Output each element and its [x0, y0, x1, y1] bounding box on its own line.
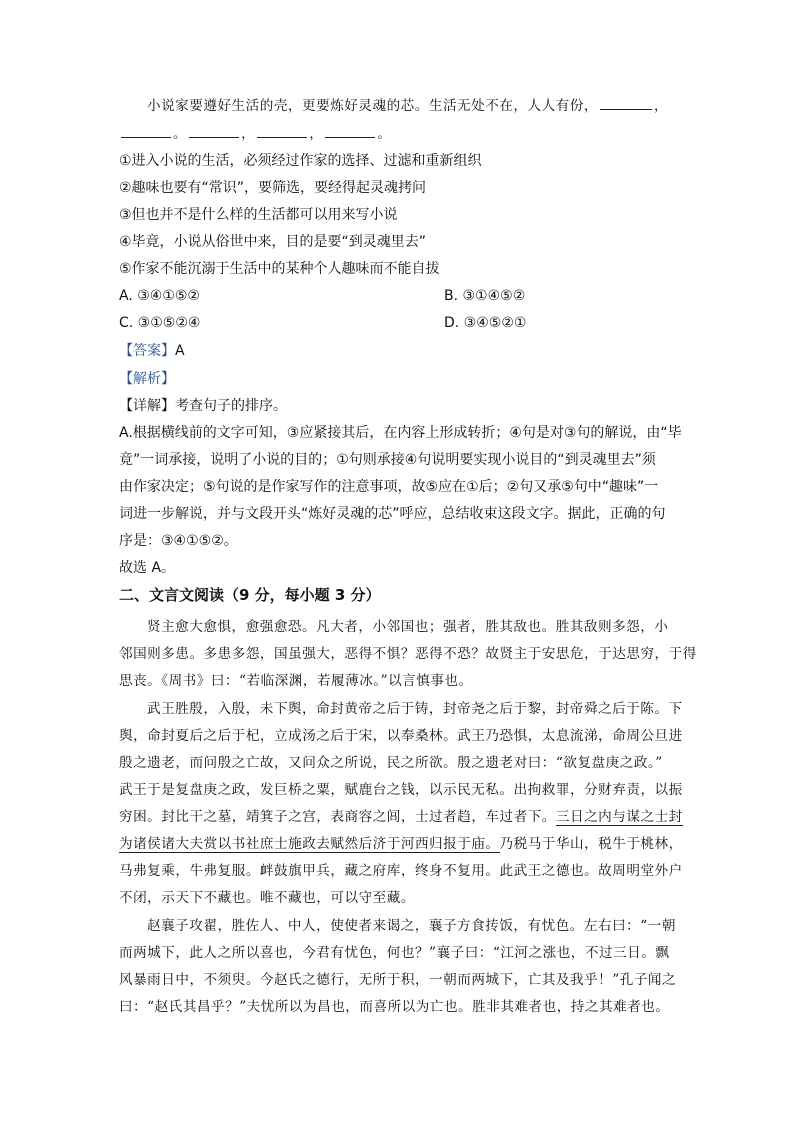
explain-line-1: A.根据横线前的文字可知，③应紧接其后，在内容上形成转折；④句是对③句的解说，由“毕 [119, 425, 682, 441]
sentence-5: ⑤作家不能沉溺于生活中的某种个人趣味而不能自拔 [119, 261, 440, 277]
answer-row [119, 341, 185, 361]
explain-line-4: 词进一步解说，并与文段开头“炼好灵魂的芯”呼应，总结收束这段文字。据此，正确的句 [119, 506, 666, 522]
passage-p2-line-8: 不闭，示天下不藏也。唯不藏也，可以守至藏。 [119, 890, 415, 906]
underlined-sentence-part-2: 为诸侯诸大夫赏以书社庶士施政去赋然后济于河西归报于庙。 [119, 836, 500, 852]
underlined-sentence-part-1: 三日之内与谋之士封 [555, 809, 683, 825]
answer-value: A [175, 343, 185, 359]
option-a[interactable]: A. ③④①⑤② [119, 288, 200, 304]
answer-blank-3[interactable] [189, 125, 239, 138]
answer-blank-2[interactable] [121, 125, 171, 138]
passage-p1-line-3: 思丧。《周书》曰：“若临深渊，若履薄冰。”以言慎事也。 [119, 673, 473, 689]
question-stem-line-2: 。 ， ， 。 [119, 124, 391, 144]
passage-p2-line-7: 马弗复乘，牛弗复服。衅鼓旗甲兵，藏之府库，终身不复用。此武王之德也。故周明堂外户 [119, 863, 683, 879]
sentence-1: ①进入小说的生活，必须经过作家的选择、过滤和重新组织 [119, 153, 482, 169]
sentence-4: ④毕竟，小说从俗世中来，目的是要“到灵魂里去” [119, 234, 427, 250]
passage-p2-line-2: 舆，命封夏后之后于杞，立成汤之后于宋，以奉桑林。武王乃恐惧，太息流涕，命周公旦进 [119, 728, 683, 744]
explain-line-2: 竟”一词承接，说明了小说的目的；①句则承接④句说明要实现小说目的“到灵魂里去”须 [119, 452, 656, 468]
passage-p1-line-1: 贤主愈大愈惧，愈强愈恐。凡大者，小邻国也；强者，胜其敌也。胜其敌则多怨，小 [147, 619, 669, 635]
explain-line-3: 由作家决定；⑤句说的是作家写作的注意事项，故⑤应在①后；②句又承⑤句中“趣味”一 [119, 479, 659, 495]
analysis-label: 【解析】 [119, 371, 175, 387]
answer-blank-4[interactable] [257, 125, 307, 138]
option-c[interactable]: C. ③①⑤②④ [119, 315, 201, 331]
question-stem-line-1: 小说家要遵好生活的壳，更要炼好灵魂的芯。生活无处不在，人人有份， ， [147, 98, 669, 114]
conclusion: 故选 A。 [119, 560, 176, 576]
passage-p3-line-3: 风暴雨日中，不须臾。今赵氏之德行，无所于积，一朝而两城下，亡其及我乎！”孔子闻之 [119, 972, 677, 988]
passage-p2-line-4: 武王于是复盘庚之政，发巨桥之粟，赋鹿台之钱，以示民无私。出拘救罪，分财弃责，以振 [119, 782, 683, 798]
passage-p3-line-1: 赵襄子攻翟，胜佐人、中人，使使者来谒之，襄子方食抟饭，有忧色。左右曰：“一朝 [147, 918, 676, 934]
answer-blank-5[interactable] [325, 125, 375, 138]
passage-p3-line-2: 而两城下，此人之所以喜也，今君有忧色，何也？”襄子曰：“江河之涨也，不过三日。飘 [119, 945, 670, 961]
answer-blank-1[interactable] [600, 97, 652, 110]
option-b[interactable]: B. ③①④⑤② [444, 288, 526, 304]
detail-label: 【详解】 [119, 398, 175, 414]
passage-p1-line-2: 邻国则多患。多患多怨，国虽强大，恶得不惧？恶得不恐？故贤主于安思危，于达思穷，于得 [119, 646, 697, 662]
passage-p2-line-5: 穷困。封比干之墓，靖箕子之宫，表商容之闾，士过者趋，车过者下。三日之内与谋之士封 [119, 809, 683, 825]
sentence-2: ②趣味也要有“常识”，要筛选，要经得起灵魂拷问 [119, 180, 427, 196]
explain-line-5: 序是：③④①⑤②。 [119, 533, 238, 549]
passage-p2-line-3: 殷之遗老，而问殷之亡故，又问众之所说，民之所欲。殷之遗老对曰：“欲复盘庚之政。” [119, 755, 663, 771]
passage-p3-line-4: 曰：“赵氏其昌乎？”夫忧所以为昌也，而喜所以为亡也。胜非其难者也，持之其难者也。 [119, 999, 670, 1015]
passage-p2-line-1: 武王胜殷，入殷，未下舆，命封黄帝之后于铸，封帝尧之后于黎，封帝舜之后于陈。下 [147, 701, 683, 717]
detail-text: 考查句子的排序。 [175, 398, 287, 414]
passage-p2-line-6: 为诸侯诸大夫赏以书社庶士施政去赋然后济于河西归报于庙。乃税马于华山，税牛于桃林， [119, 836, 683, 852]
sentence-3: ③但也并不是什么样的生活都可以用来写小说 [119, 207, 398, 223]
detail-row [119, 396, 287, 416]
answer-label: 【答案】 [119, 343, 175, 359]
section-title: 二、文言文阅读（9 分，每小题 3 分） [119, 586, 381, 604]
option-d[interactable]: D. ③④⑤②① [444, 315, 527, 331]
